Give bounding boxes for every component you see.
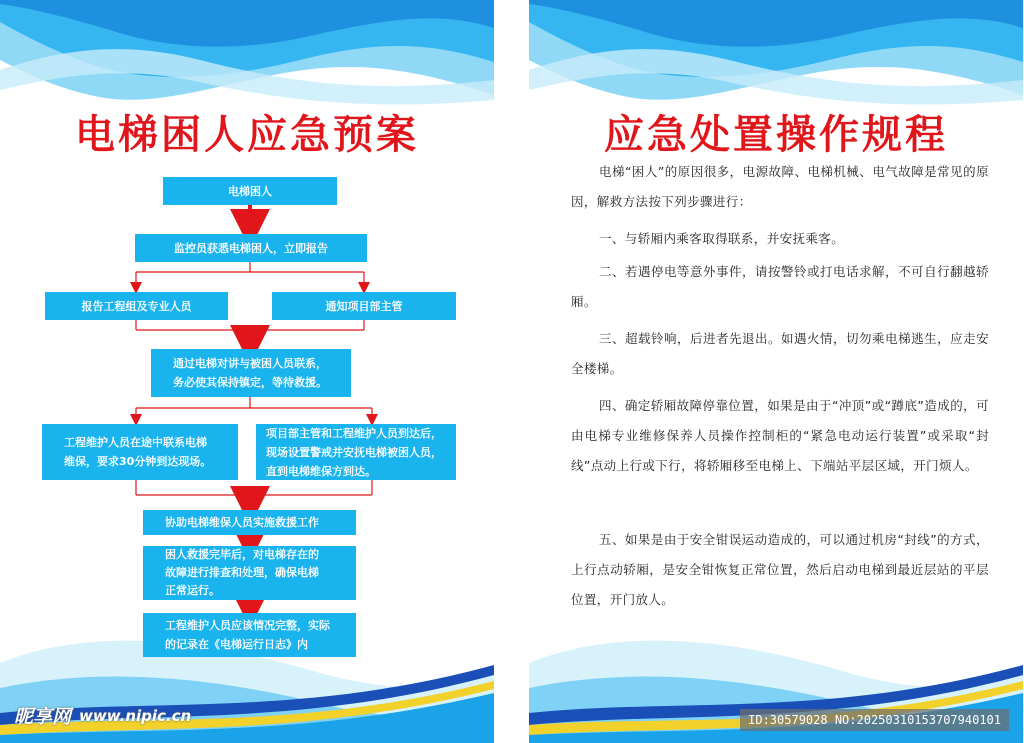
procedure-step-1: 一、与轿厢内乘客取得联系，并安抚乘客。 [599,231,845,246]
flow-step-inspect-line2: 故障进行排查和处理，确保电梯 [165,566,319,579]
flow-branch-onsite-line1: 项目部主管和工程维护人员到达后， [266,426,442,440]
flow-branch-maintenance [42,424,238,480]
procedure-intro: 电梯“困人”的原因很多，电源故障、电梯机械、电气故障是常见的原因，解救方法按下列步骤进行： [571,164,989,209]
flow-branch-maintenance-line1: 工程维护人员在途中联系电梯 [64,436,207,449]
flow-step-record [143,613,356,657]
watermark-logo: 昵享网 [14,706,72,728]
flow-step-contact [151,349,351,397]
left-title: 电梯困人应急预案 [75,112,419,158]
procedure-step-5: 五、如果是由于安全钳误运动造成的，可以通过机房“封线”的方式，上行点动轿厢，是安全钳恢复正常位置，然后启动电梯到最近层站的平层位置，开门放人。 [571,532,989,607]
flow-branch-onsite-line3: 直到电梯维保方到达。 [266,464,376,478]
right-poster [529,0,1023,743]
image-id-bar: ID:30579028 NO:20250310153707940101 [740,709,1009,731]
left-poster [0,0,494,743]
procedure-step-4: 四、确定轿厢故障停靠位置，如果是由于“冲顶”或“蹲底”造成的，可由电梯专业维修保养人员操作控制柜的“紧急电动运行装置”或采取“封线”点动上行或下行，将轿厢移至电梯上、下端站平层区域，开门烦人。 [571,398,989,473]
flow-step-contact-line2: 务必使其保持镇定，等待救援。 [173,376,327,389]
flow-branch-onsite-line2: 现场设置警戒并安抚电梯被困人员， [266,445,442,459]
flow-step-contact-line1: 通过电梯对讲与被困人员联系， [173,357,327,370]
procedure-step-2: 二、若遇停电等意外事件，请按警铃或打电话求解，不可自行翻越轿厢。 [571,264,989,309]
flow-branch-maintenance-line2: 维保，要求30分钟到达现场。 [64,455,212,468]
site-watermark [14,702,191,729]
flow-step-assist: 协助电梯维保人员实施救援工作 [143,510,356,535]
procedure-step-3: 三、超载铃响，后进者先退出。如遇火情，切勿乘电梯逃生，应走安全楼梯。 [571,331,989,376]
flow-step-record-line2: 的记录在《电梯运行日志》内 [165,638,308,651]
flow-step-record-line1: 工程维护人员应该情况完整，实际 [165,619,330,632]
flow-branch-supervisor: 通知项目部主管 [272,292,456,320]
flow-branch-engineering: 报告工程组及专业人员 [45,292,228,320]
flow-branch-onsite [256,424,456,480]
watermark-url: www.nipic.cn [79,706,192,725]
flow-step-inspect-line3: 正常运行。 [165,584,220,597]
right-title: 应急处置操作规程 [604,112,948,158]
flow-step-inspect [143,546,356,600]
flow-step-inspect-line1: 困人救援完毕后，对电梯存在的 [165,548,319,561]
flow-step-trapped: 电梯困人 [163,177,337,205]
flow-step-report: 监控员获悉电梯困人，立即报告 [135,234,367,262]
